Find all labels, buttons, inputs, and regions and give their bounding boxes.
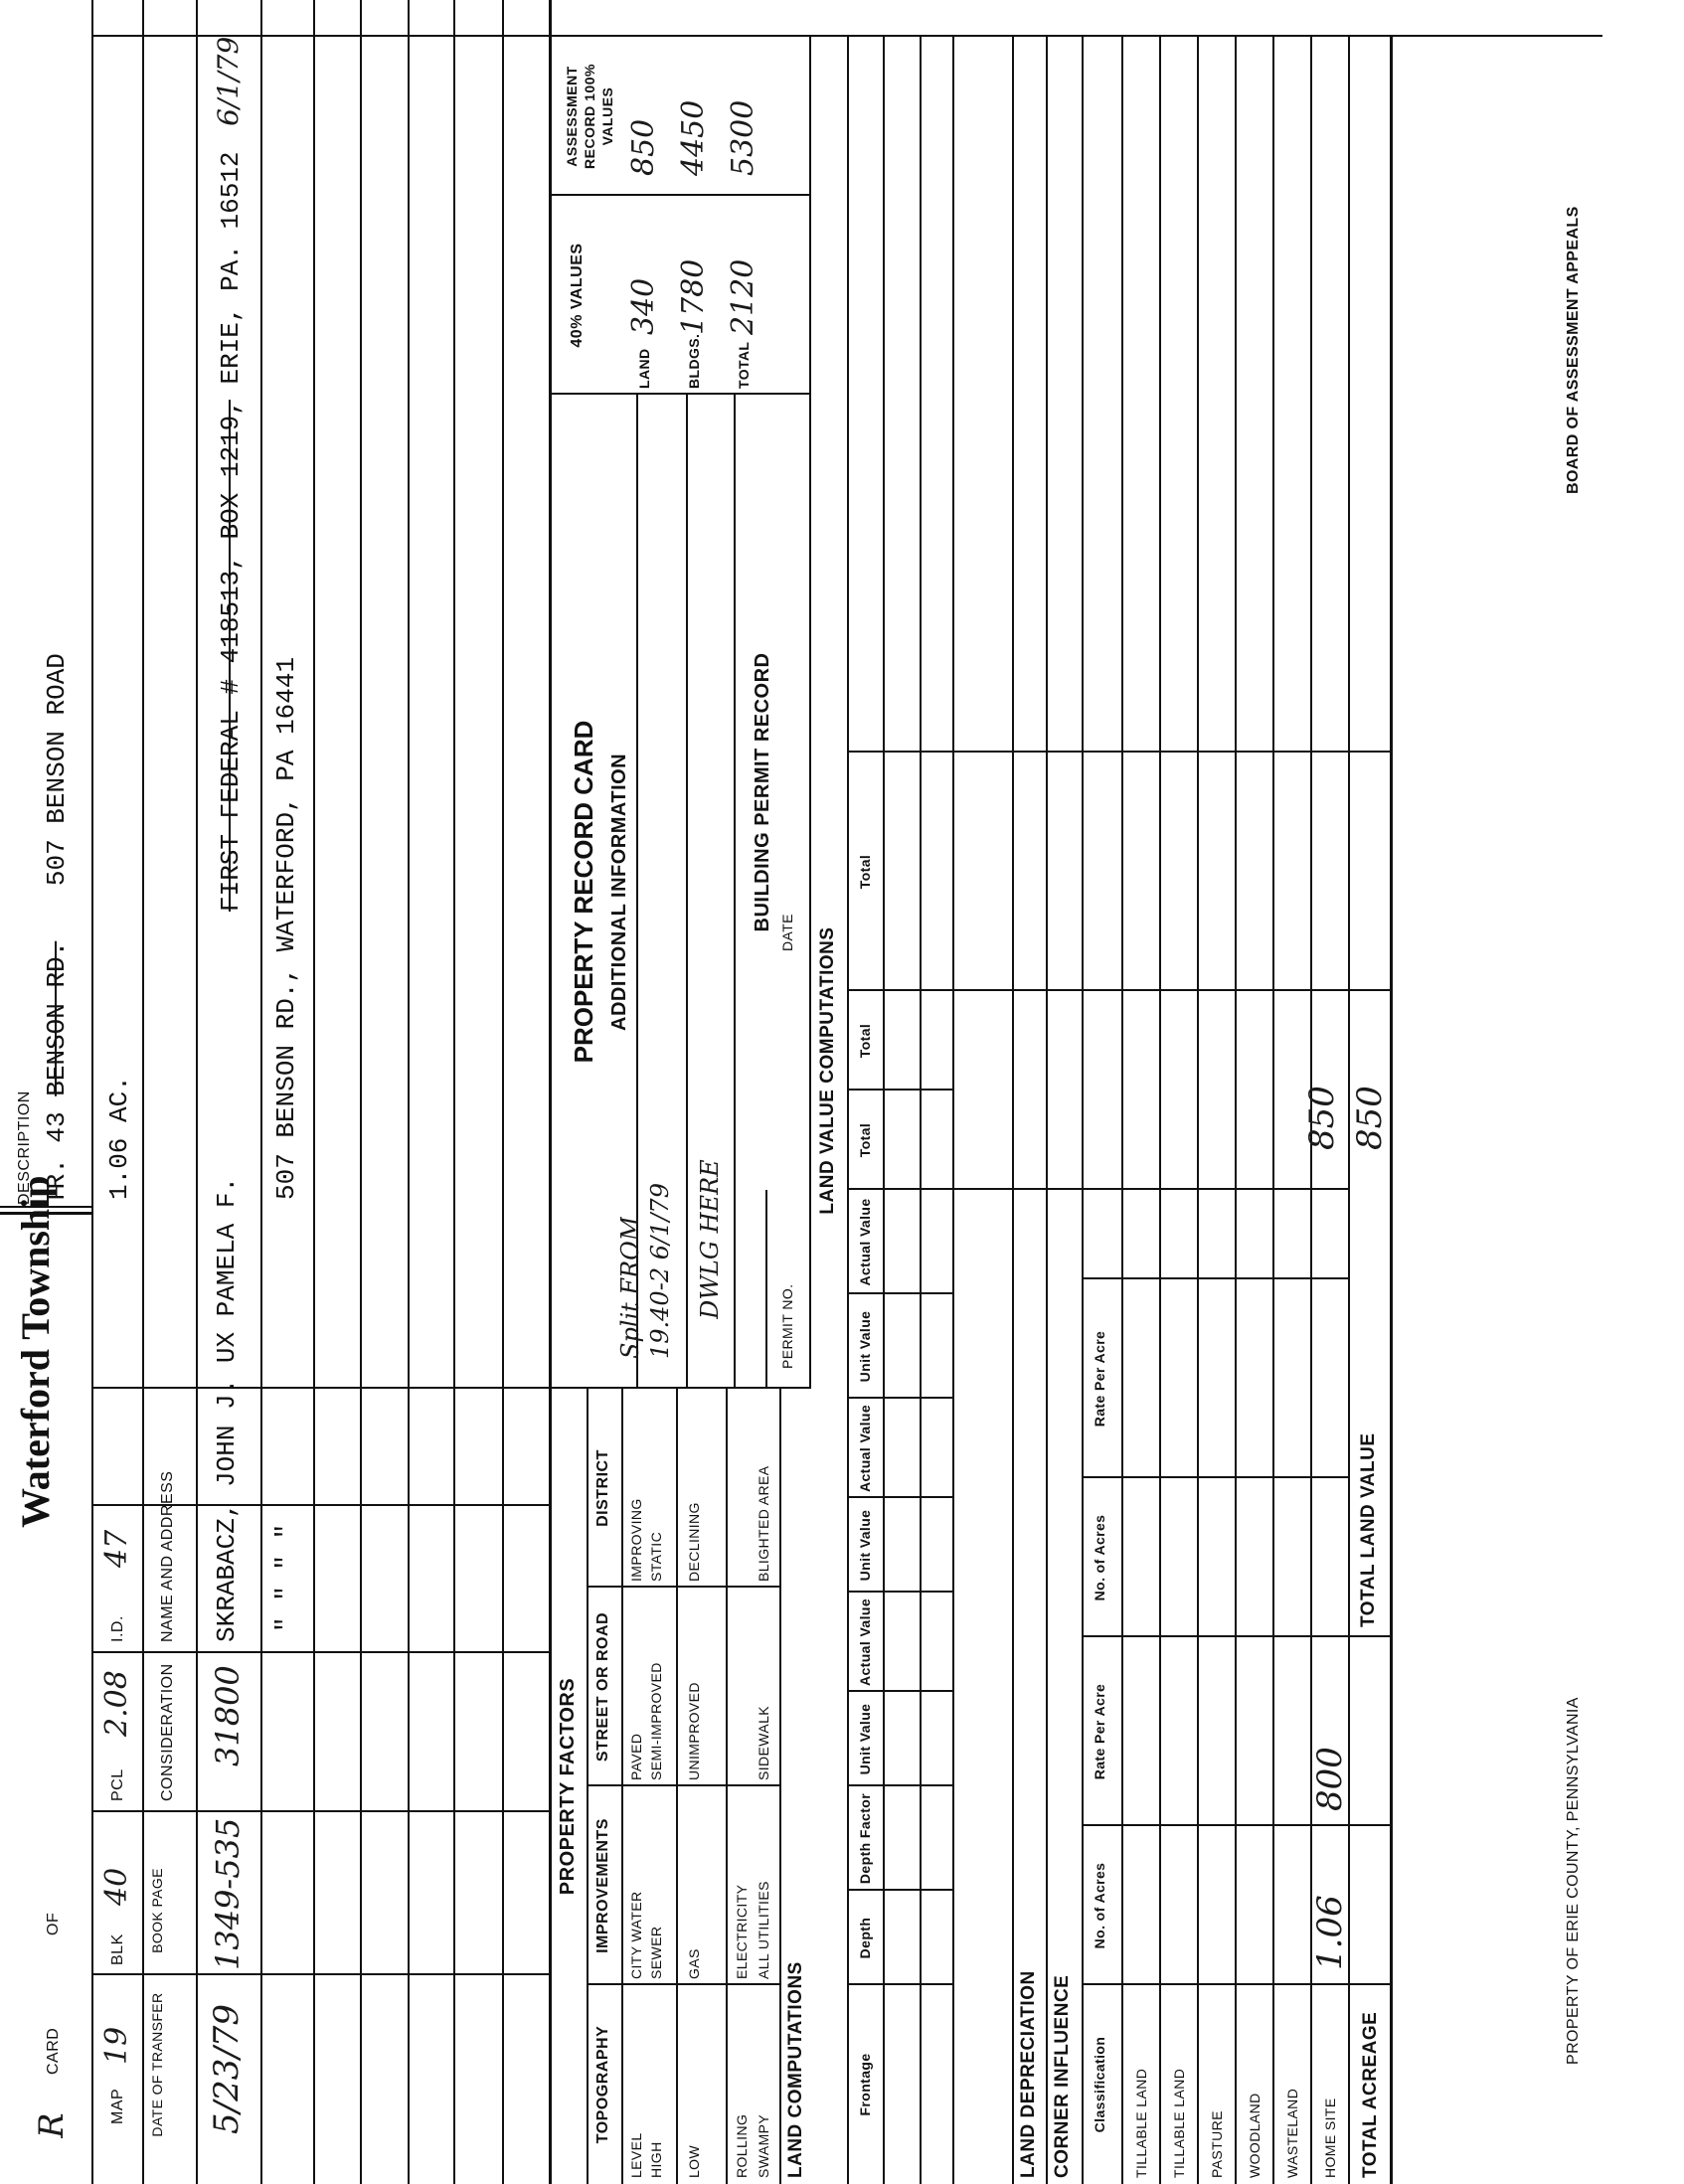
owner-name: SKRABACZ, JOHN J. UX PAMELA F. [212,1176,242,1642]
topo-high: HIGH [648,2141,664,2178]
id-label: I.D. [109,1615,126,1642]
lc-depth-factor: Depth Factor [857,1792,873,1885]
assess-bldgs-100: 4450 [676,99,711,176]
lc-depth: Depth [857,1917,873,1959]
cl-no-acres-1: No. of Acres [1092,1862,1107,1949]
imp-all-utilities: ALL UTILITIES [756,1881,771,1979]
transfer-date: 5/23/79 [207,2003,247,2134]
improvements-header: IMPROVEMENTS [594,1818,611,1953]
total-land-value-label: TOTAL LAND VALUE [1358,1432,1379,1627]
ditto-marks: " " " " [271,1523,301,1632]
assess-land-label: LAND [636,348,652,389]
total-land-value: 850 [1350,1086,1390,1150]
home-site-acres: 1.06 [1310,1895,1350,1970]
note-dwelling: DWLG HERE [696,1159,724,1319]
lc-frontage: Frontage [857,2053,873,2116]
card-of-label: OF [45,1912,62,1935]
assessment-record-title: ASSESSMENT RECORD 100% VALUES [564,64,615,169]
building-permit-title: BUILDING PERMIT RECORD [752,395,774,1190]
pcl-label: PCL [109,1768,126,1801]
footer-property-of: PROPERTY OF ERIE COUNTY, PENNSYLVANIA [1565,1697,1582,2065]
property-record-card-title: PROPERTY RECORD CARD [569,720,598,1064]
class-tillable-2: TILLABLE LAND [1171,2068,1187,2178]
road-semi-improved: SEMI-IMPROVED [648,1662,664,1780]
land-depreciation-title: LAND DEPRECIATION [1018,1970,1039,2178]
lc-actual-value-3: Actual Value [857,1198,873,1286]
class-pasture: PASTURE [1209,2110,1225,2178]
assess-total-label: TOTAL [736,341,752,389]
lc-total-1: Total [857,1122,873,1158]
lc-actual-value-2: Actual Value [857,1404,873,1493]
township-title: Waterford Township [13,1175,58,1528]
cl-classification: Classification [1092,2036,1107,2133]
class-wasteland: WASTELAND [1284,2088,1300,2178]
description-label: DESCRIPTION [16,1091,33,1205]
corner-influence-title: CORNER INFLUENCE [1052,1974,1073,2178]
additional-info-title: ADDITIONAL INFORMATION [608,753,630,1031]
imp-sewer: SEWER [648,1926,664,1979]
lc-unit-value-1: Unit Value [857,1703,873,1775]
book-page-value: 1349-535 [209,1817,247,1970]
name-address-header: NAME AND ADDRESS [159,1470,176,1642]
topography-header: TOPOGRAPHY [594,2025,611,2144]
imp-city-water: CITY WATER [628,1891,644,1979]
district-blighted-area: BLIGHTED AREA [756,1465,771,1582]
topo-swampy: SWAMPY [756,2113,771,2178]
note-split-from: Split FROM [616,1216,644,1359]
card-label: CARD [45,2027,62,2075]
district-improving: IMPROVING [628,1498,644,1582]
tract-number: TR. 43 [42,1111,72,1205]
class-tillable-1: TILLABLE LAND [1133,2068,1149,2178]
consideration-header: CONSIDERATION [159,1663,176,1801]
blk-label: BLK [109,1933,126,1965]
home-site-total: 850 [1302,1086,1342,1150]
lc-unit-value-3: Unit Value [857,1310,873,1383]
assess-land-100: 850 [626,118,661,176]
card-mark: R [32,2112,72,2138]
blk-value: 40 [99,1867,134,1906]
home-site-rate: 800 [1310,1747,1350,1811]
road-sidewalk: SIDEWALK [756,1705,771,1780]
cl-no-acres-2: No. of Acres [1092,1514,1107,1601]
lc-total-2: Total [857,1023,873,1059]
imp-gas: GAS [686,1948,702,1979]
lc-unit-value-2: Unit Value [857,1509,873,1582]
note-parcel-date: 19.40-2 6/1/79 [646,1183,674,1359]
total-acreage-label: TOTAL ACREAGE [1360,2011,1381,2178]
street-road-header: STREET OR ROAD [594,1611,611,1763]
assess-land-40: 340 [626,277,661,335]
topo-rolling: ROLLING [734,2113,750,2178]
district-declining: DECLINING [686,1502,702,1582]
land-value-computations-title: LAND VALUE COMPUTATIONS [817,926,838,1215]
imp-electricity: ELECTRICITY [734,1884,750,1979]
cl-rate-per-acre-2: Rate Per Acre [1092,1330,1107,1428]
description-line1 [42,653,72,1205]
land-computations-title: LAND COMPUTATIONS [785,1961,806,2178]
map-label: MAP [109,2088,126,2124]
lc-actual-value-1: Actual Value [857,1597,873,1687]
class-home-site: HOME SITE [1322,2098,1338,2178]
map-value: 19 [99,2026,134,2065]
assess-bldgs-label: BLDGS. [686,333,702,389]
book-page-header: BOOK PAGE [149,1868,165,1953]
district-header: DISTRICT [594,1449,611,1527]
cl-rate-per-acre-1: Rate Per Acre [1092,1683,1107,1780]
id-value: 47 [99,1529,134,1568]
lc-total-3: Total [857,854,873,890]
footer-board: BOARD OF ASSESSMENT APPEALS [1565,206,1582,494]
road-name: 507 BENSON ROAD [42,653,72,887]
struck-road: BENSON RD. [42,940,72,1096]
lender-line [212,37,246,912]
owner-address: 507 BENSON RD., WATERFORD, PA 16441 [271,656,301,1200]
permit-no-label: PERMIT NO. [779,1283,795,1369]
values-40-title: 40% VALUES [569,243,586,348]
assess-bldgs-40: 1780 [676,258,711,335]
consideration-value: 31800 [209,1665,247,1766]
property-factors-title: PROPERTY FACTORS [557,1677,579,1896]
district-static: STATIC [648,1531,664,1582]
permit-date-label: DATE [779,914,795,951]
topo-level: LEVEL [628,2132,644,2178]
topo-low: LOW [686,2144,702,2178]
lender-city: ERIE, PA. 16512 [216,151,246,385]
class-woodland: WOODLAND [1247,2093,1263,2178]
road-unimproved: UNIMPROVED [686,1682,702,1780]
acreage-text: 1.06 AC. [104,1076,134,1200]
lender-date: 6/1/79 [212,36,245,126]
lender-struck: FIRST FEDERAL # 418513, BOX 1219, [216,400,246,912]
date-transfer-header: DATE OF TRANSFER [149,1992,165,2137]
pcl-value: 2.08 [99,1670,134,1737]
assess-total-40: 2120 [726,258,760,335]
road-paved: PAVED [628,1733,644,1780]
assess-total-100: 5300 [726,99,760,176]
